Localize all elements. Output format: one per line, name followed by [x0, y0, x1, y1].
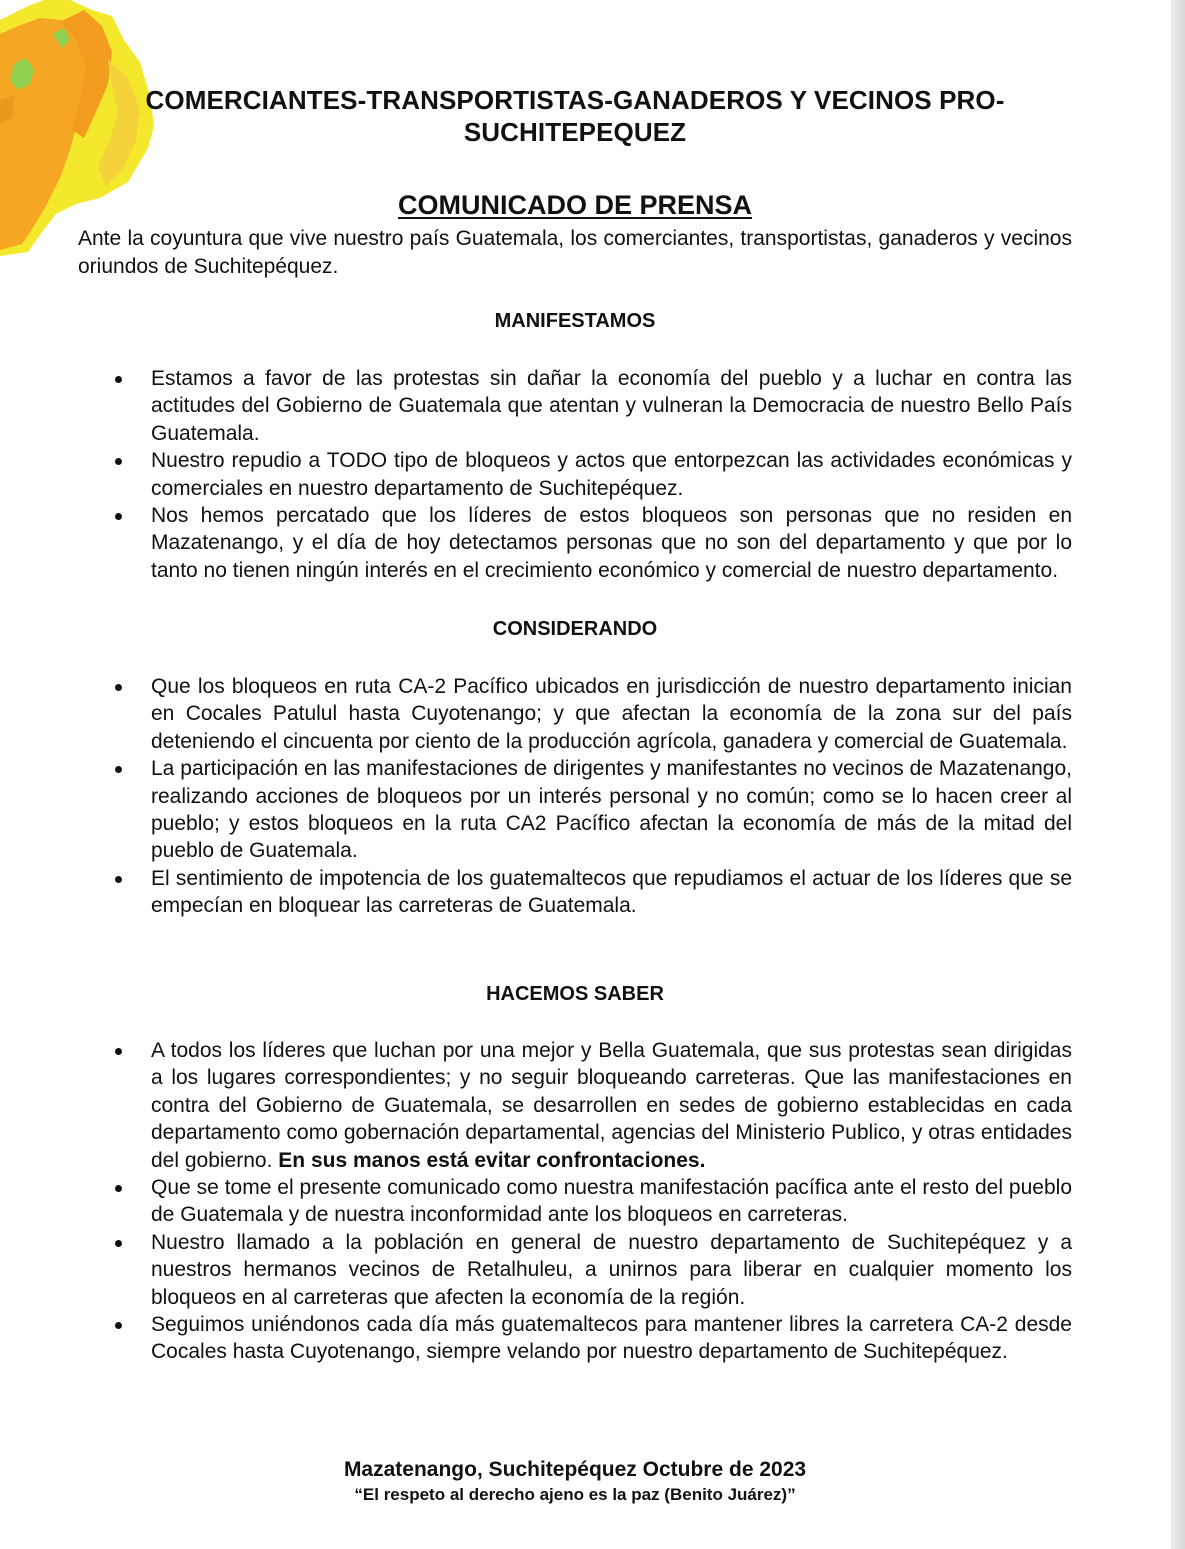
list-item: Nos hemos percatado que los líderes de estos bloqueos son personas que no residen en Mazatenango, y el día de hoy detectamos personas que no son del departamento y que por lo tanto no tienen ningún interés en el crecimiento económico y comercial de nuestro departamento.: [78, 502, 1072, 584]
intro-paragraph: Ante la coyuntura que vive nuestro país Guatemala, los comerciantes, transportistas, ganaderos y vecinos oriundos de Suchitepéquez.: [78, 227, 1072, 278]
list-item: La participación en las manifestaciones de dirigentes y manifestantes no vecinos de Mazatenango, realizando acciones de bloqueos por un interés personal y no común; como se lo hacen creer al pueblo; y estos bloqueos en la ruta CA2 Pacífico afectan la economía de más de la mitad del pueblo de Guatemala.: [78, 755, 1072, 865]
list-item: El sentimiento de impotencia de los guatemaltecos que repudiamos el actuar de los líderes que se empecían en bloquear las carreteras de Guatemala.: [78, 865, 1072, 920]
heading-considerando: CONSIDERANDO: [492, 618, 658, 640]
list-item-emphasis: En sus manos está evitar confrontaciones.: [278, 1148, 706, 1172]
closing-place-date: Mazatenango, Suchitepéquez Octubre de 2023: [343, 1458, 807, 1481]
heading-hacemos-saber: HACEMOS SABER: [486, 983, 664, 1005]
list-hacemos-saber: [78, 1037, 1072, 1366]
list-item: Seguimos uniéndonos cada día más guatemaltecos para mantener libres la carretera CA-2 desde Cocales hasta Cuyotenango, siempre velando por nuestro departamento de Suchitepéquez.: [78, 1311, 1072, 1366]
list-item: Estamos a favor de las protestas sin dañar la economía del pueblo y a luchar en contra las actitudes del Gobierno de Guatemala que atentan y vulneran la Democracia de nuestro Bello País Guatemala.: [78, 365, 1072, 447]
list-considerando: [78, 673, 1072, 920]
list-item: Nuestro repudio a TODO tipo de bloqueos y actos que entorpezcan las actividades económicas y comerciales en nuestro departamento de Suchitepéquez.: [78, 447, 1072, 502]
heading-manifestamos: MANIFESTAMOS: [494, 310, 656, 332]
closing-quote: “El respeto al derecho ajeno es la paz (Benito Juárez)”: [354, 1485, 796, 1504]
list-item: Que los bloqueos en ruta CA-2 Pacífico ubicados en jurisdicción de nuestro departamento inician en Cocales Patulul hasta Cuyotenango; y que afectan la economía de la zona sur del país deteniendo el cincuenta por ciento de la producción agrícola, ganadera y comercial de Guatemala.: [78, 673, 1072, 755]
list-item: [78, 1037, 1072, 1174]
organization-title: COMERCIANTES-TRANSPORTISTAS-GANADEROS Y VECINOS PRO-SUCHITEPEQUEZ: [145, 85, 1005, 147]
page-edge-shadow: [1171, 0, 1185, 1549]
list-item: Que se tome el presente comunicado como nuestra manifestación pacífica ante el resto del pueblo de Guatemala y de nuestra inconformidad ante los bloqueos en carreteras.: [78, 1174, 1072, 1229]
list-item: Nuestro llamado a la población en general de nuestro departamento de Suchitepéquez y a nuestros hermanos vecinos de Retalhuleu, a unirnos para liberar en cualquier momento los bloqueos en al carreteras que afecten la economía de la región.: [78, 1229, 1072, 1311]
press-release-title: COMUNICADO DE PRENSA: [397, 190, 753, 220]
list-item-text: A todos los líderes que luchan por una mejor y Bella Guatemala, que sus protestas sean dirigidas a los lugares correspondientes; y no seguir bloqueando carreteras. Que las manifestaciones en contra del Gobierno de Guatemala, se desarrollen en sedes de gobierno establecidas en cada departamento como gobernación departamental, agencias del Ministerio Publico, y otras entidades del gobierno.: [151, 1039, 1072, 1172]
list-manifestamos: [78, 365, 1072, 584]
